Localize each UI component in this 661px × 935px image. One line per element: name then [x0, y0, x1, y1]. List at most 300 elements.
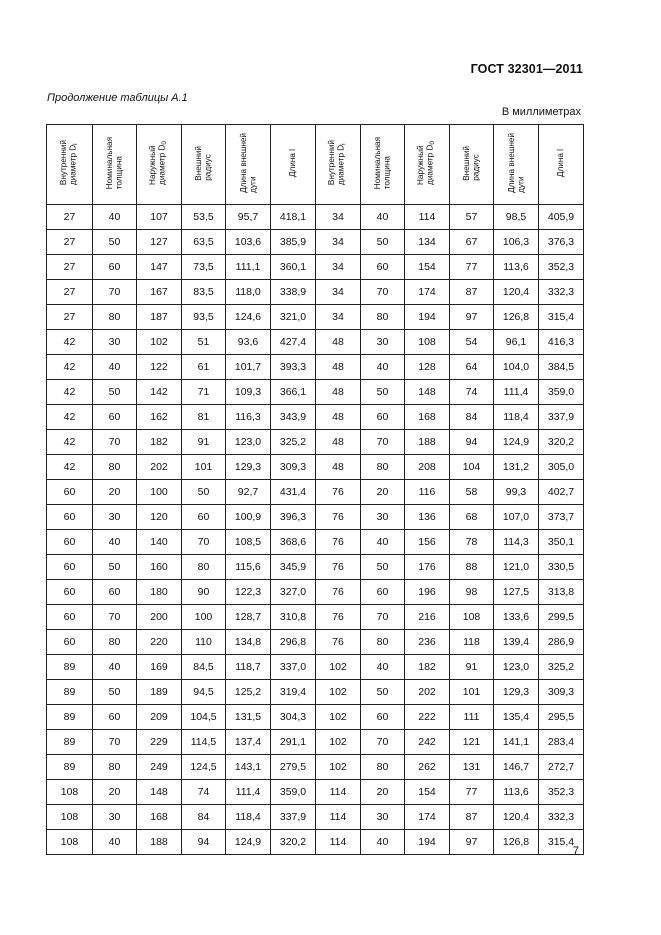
table-cell: 40 [93, 205, 137, 230]
table-cell: 139,4 [494, 630, 539, 655]
table-cell: 189 [137, 680, 182, 705]
column-header-label: Номинальная толщина [105, 136, 124, 190]
table-cell: 61 [182, 355, 226, 380]
table-cell: 114 [405, 205, 450, 230]
table-row [47, 230, 584, 255]
column-header-label: Номинальная толщина [373, 136, 392, 190]
table-cell: 27 [47, 280, 93, 305]
table-cell: 50 [361, 555, 405, 580]
table-cell: 337,9 [539, 405, 584, 430]
table-cell: 249 [137, 755, 182, 780]
table-cell: 321,0 [271, 305, 316, 330]
table-cell: 345,9 [271, 555, 316, 580]
table-cell: 352,3 [539, 255, 584, 280]
table-cell: 120,4 [494, 805, 539, 830]
table-cell: 50 [93, 555, 137, 580]
table-cell: 42 [47, 355, 93, 380]
table-cell: 134 [405, 230, 450, 255]
table-cell: 87 [450, 280, 494, 305]
table-cell: 76 [316, 480, 361, 505]
table-cell: 50 [93, 380, 137, 405]
column-header [182, 125, 226, 205]
table-cell: 148 [405, 380, 450, 405]
table-cell: 60 [47, 505, 93, 530]
table-cell: 48 [316, 430, 361, 455]
table-cell: 77 [450, 255, 494, 280]
table-cell: 101,7 [226, 355, 271, 380]
table-cell: 134,8 [226, 630, 271, 655]
table-cell: 27 [47, 305, 93, 330]
table-cell: 147 [137, 255, 182, 280]
table-cell: 70 [361, 605, 405, 630]
table-cell: 319,4 [271, 680, 316, 705]
table-cell: 97 [450, 830, 494, 855]
table-cell: 80 [182, 555, 226, 580]
table-cell: 42 [47, 330, 93, 355]
table-cell: 104 [450, 455, 494, 480]
table-cell: 42 [47, 405, 93, 430]
table-cell: 315,4 [539, 830, 584, 855]
column-header [93, 125, 137, 205]
table-cell: 68 [450, 505, 494, 530]
table-cell: 148 [137, 780, 182, 805]
table-cell: 60 [47, 480, 93, 505]
table-cell: 100 [182, 605, 226, 630]
table-cell: 154 [405, 780, 450, 805]
table-cell: 81 [182, 405, 226, 430]
table-cell: 80 [361, 755, 405, 780]
table-cell: 102 [316, 680, 361, 705]
table-cell: 114 [316, 805, 361, 830]
table-cell: 143,1 [226, 755, 271, 780]
table-continuation-label: Продолжение таблицы А.1 [47, 92, 188, 104]
table-row [47, 755, 584, 780]
table-cell: 283,4 [539, 730, 584, 755]
table-cell: 70 [93, 280, 137, 305]
table-cell: 120,4 [494, 280, 539, 305]
table-cell: 108 [405, 330, 450, 355]
table-cell: 40 [93, 355, 137, 380]
table-cell: 315,4 [539, 305, 584, 330]
table-cell: 70 [361, 280, 405, 305]
table-cell: 80 [93, 305, 137, 330]
table-cell: 330,5 [539, 555, 584, 580]
table-cell: 196 [405, 580, 450, 605]
table-cell: 106,3 [494, 230, 539, 255]
table-cell: 327,0 [271, 580, 316, 605]
table-cell: 126,8 [494, 305, 539, 330]
table-cell: 34 [316, 205, 361, 230]
table-cell: 146,7 [494, 755, 539, 780]
table-cell: 80 [93, 455, 137, 480]
table-cell: 60 [182, 505, 226, 530]
table-row [47, 280, 584, 305]
table-cell: 295,5 [539, 705, 584, 730]
table-cell: 80 [93, 630, 137, 655]
table-cell: 416,3 [539, 330, 584, 355]
column-header-label: Длина внешней дуги [238, 133, 257, 193]
table-cell: 84 [450, 405, 494, 430]
table-cell: 236 [405, 630, 450, 655]
table-cell: 78 [450, 530, 494, 555]
table-cell: 113,6 [494, 255, 539, 280]
units-label: В миллиметрах [501, 106, 581, 118]
table-cell: 393,3 [271, 355, 316, 380]
table-cell: 296,8 [271, 630, 316, 655]
table-cell: 70 [361, 430, 405, 455]
table-cell: 104,5 [182, 705, 226, 730]
table-cell: 27 [47, 255, 93, 280]
table-cell: 304,3 [271, 705, 316, 730]
table-cell: 310,8 [271, 605, 316, 630]
table-cell: 98 [450, 580, 494, 605]
table-cell: 42 [47, 455, 93, 480]
table-cell: 50 [361, 230, 405, 255]
column-header-label: Длина l [288, 148, 298, 178]
table-cell: 94 [450, 430, 494, 455]
table-row [47, 730, 584, 755]
column-header [361, 125, 405, 205]
table-cell: 338,9 [271, 280, 316, 305]
table-cell: 137,4 [226, 730, 271, 755]
table-cell: 325,2 [539, 655, 584, 680]
table-cell: 332,3 [539, 280, 584, 305]
table-cell: 30 [93, 505, 137, 530]
table-cell: 76 [316, 630, 361, 655]
table-cell: 343,9 [271, 405, 316, 430]
table-cell: 194 [405, 830, 450, 855]
table-cell: 352,3 [539, 780, 584, 805]
table-cell: 60 [47, 605, 93, 630]
table-cell: 34 [316, 255, 361, 280]
table-cell: 216 [405, 605, 450, 630]
table-cell: 124,6 [226, 305, 271, 330]
table-row [47, 480, 584, 505]
table-cell: 94,5 [182, 680, 226, 705]
table-cell: 126,8 [494, 830, 539, 855]
table-cell: 102 [316, 730, 361, 755]
column-header-label: Внешний радиус [194, 145, 213, 181]
table-cell: 60 [93, 255, 137, 280]
table-cell: 128,7 [226, 605, 271, 630]
table-cell: 111 [450, 705, 494, 730]
table-cell: 360,1 [271, 255, 316, 280]
table-cell: 83,5 [182, 280, 226, 305]
table-row [47, 530, 584, 555]
table-cell: 123,0 [494, 655, 539, 680]
table-cell: 128 [405, 355, 450, 380]
table-cell: 20 [361, 480, 405, 505]
table-cell: 70 [93, 430, 137, 455]
table-cell: 40 [93, 655, 137, 680]
table-cell: 385,9 [271, 230, 316, 255]
column-header-label: Внутренний диаметр $D_i$ [327, 140, 348, 186]
table-cell: 53,5 [182, 205, 226, 230]
table-cell: 94 [182, 830, 226, 855]
table-cell: 84 [182, 805, 226, 830]
table-cell: 131,5 [226, 705, 271, 730]
table-cell: 40 [361, 355, 405, 380]
table-cell: 76 [316, 555, 361, 580]
table-row [47, 605, 584, 630]
table-cell: 121,0 [494, 555, 539, 580]
table-cell: 368,6 [271, 530, 316, 555]
table-cell: 182 [405, 655, 450, 680]
table-cell: 325,2 [271, 430, 316, 455]
table-cell: 103,6 [226, 230, 271, 255]
table-cell: 116 [405, 480, 450, 505]
table-cell: 182 [137, 430, 182, 455]
table-cell: 114,3 [494, 530, 539, 555]
table-cell: 98,5 [494, 205, 539, 230]
table-cell: 77 [450, 780, 494, 805]
table-cell: 116,3 [226, 405, 271, 430]
table-cell: 89 [47, 755, 93, 780]
table-cell: 60 [93, 705, 137, 730]
table-cell: 108,5 [226, 530, 271, 555]
table-cell: 76 [316, 530, 361, 555]
table-cell: 127 [137, 230, 182, 255]
table-header-row [47, 125, 584, 205]
table-cell: 176 [405, 555, 450, 580]
table-cell: 160 [137, 555, 182, 580]
table-cell: 167 [137, 280, 182, 305]
table-cell: 129,3 [226, 455, 271, 480]
table-cell: 48 [316, 380, 361, 405]
table-cell: 174 [405, 280, 450, 305]
table-cell: 60 [47, 580, 93, 605]
table-cell: 156 [405, 530, 450, 555]
table-row [47, 580, 584, 605]
table-row [47, 655, 584, 680]
table-cell: 60 [93, 405, 137, 430]
table-row [47, 255, 584, 280]
table-cell: 48 [316, 455, 361, 480]
table-cell: 74 [450, 380, 494, 405]
table-row [47, 405, 584, 430]
table-cell: 366,1 [271, 380, 316, 405]
table-cell: 299,5 [539, 605, 584, 630]
table-cell: 111,4 [494, 380, 539, 405]
table-row [47, 455, 584, 480]
table-row [47, 505, 584, 530]
column-header [405, 125, 450, 205]
column-header [47, 125, 93, 205]
table-cell: 118,4 [226, 805, 271, 830]
table-cell: 320,2 [539, 430, 584, 455]
table-cell: 48 [316, 405, 361, 430]
table-cell: 80 [361, 630, 405, 655]
table-cell: 20 [93, 480, 137, 505]
table-cell: 89 [47, 655, 93, 680]
column-header-subscript: i [340, 143, 348, 146]
table-cell: 168 [137, 805, 182, 830]
table-cell: 87 [450, 805, 494, 830]
table-cell: 50 [361, 680, 405, 705]
table-cell: 107,0 [494, 505, 539, 530]
table-cell: 118,7 [226, 655, 271, 680]
table-cell: 229 [137, 730, 182, 755]
table-cell: 93,6 [226, 330, 271, 355]
table-cell: 162 [137, 405, 182, 430]
table-cell: 169 [137, 655, 182, 680]
table-cell: 359,0 [539, 380, 584, 405]
table-cell: 84,5 [182, 655, 226, 680]
table-cell: 222 [405, 705, 450, 730]
table-cell: 376,3 [539, 230, 584, 255]
table-cell: 118,4 [494, 405, 539, 430]
table-cell: 220 [137, 630, 182, 655]
table-cell: 73,5 [182, 255, 226, 280]
column-header [137, 125, 182, 205]
table-cell: 99,3 [494, 480, 539, 505]
table-cell: 100,9 [226, 505, 271, 530]
table-cell: 96,1 [494, 330, 539, 355]
table-cell: 118 [450, 630, 494, 655]
table-cell: 104,0 [494, 355, 539, 380]
table-cell: 60 [47, 530, 93, 555]
table-cell: 309,3 [271, 455, 316, 480]
table-cell: 108 [47, 780, 93, 805]
table-cell: 27 [47, 205, 93, 230]
table-cell: 114,5 [182, 730, 226, 755]
table-cell: 102 [316, 705, 361, 730]
table-row [47, 805, 584, 830]
table-cell: 174 [405, 805, 450, 830]
table-cell: 102 [316, 655, 361, 680]
table-cell: 42 [47, 380, 93, 405]
table-cell: 124,5 [182, 755, 226, 780]
table-cell: 63,5 [182, 230, 226, 255]
table-cell: 127,5 [494, 580, 539, 605]
table-cell: 102 [316, 755, 361, 780]
table-cell: 384,5 [539, 355, 584, 380]
column-header-subscript: i [71, 143, 79, 146]
table-cell: 34 [316, 230, 361, 255]
table-cell: 405,9 [539, 205, 584, 230]
table-cell: 50 [182, 480, 226, 505]
table-cell: 108 [450, 605, 494, 630]
column-header-subscript: 0 [429, 141, 437, 145]
table-cell: 154 [405, 255, 450, 280]
table-cell: 129,3 [494, 680, 539, 705]
table-cell: 50 [361, 380, 405, 405]
table-cell: 60 [361, 255, 405, 280]
table-cell: 418,1 [271, 205, 316, 230]
table-cell: 91 [450, 655, 494, 680]
table-cell: 272,7 [539, 755, 584, 780]
table-cell: 42 [47, 430, 93, 455]
table-cell: 60 [93, 580, 137, 605]
table-cell: 20 [361, 780, 405, 805]
table-cell: 70 [361, 730, 405, 755]
table-cell: 208 [405, 455, 450, 480]
table-cell: 70 [93, 730, 137, 755]
table-cell: 396,3 [271, 505, 316, 530]
table-cell: 279,5 [271, 755, 316, 780]
table-cell: 131 [450, 755, 494, 780]
table-cell: 92,7 [226, 480, 271, 505]
column-header [226, 125, 271, 205]
table-cell: 51 [182, 330, 226, 355]
table-row [47, 380, 584, 405]
table-cell: 262 [405, 755, 450, 780]
table-cell: 111,1 [226, 255, 271, 280]
table-cell: 118,0 [226, 280, 271, 305]
table-cell: 111,4 [226, 780, 271, 805]
table-cell: 30 [93, 330, 137, 355]
page-number: 7 [572, 845, 579, 857]
table-cell: 194 [405, 305, 450, 330]
table-cell: 309,3 [539, 680, 584, 705]
table-cell: 114 [316, 780, 361, 805]
table-cell: 337,0 [271, 655, 316, 680]
table-cell: 188 [137, 830, 182, 855]
table-cell: 141,1 [494, 730, 539, 755]
table-cell: 124,9 [226, 830, 271, 855]
table-cell: 180 [137, 580, 182, 605]
table-cell: 34 [316, 280, 361, 305]
table-cell: 88 [450, 555, 494, 580]
table-cell: 102 [137, 330, 182, 355]
table-cell: 97 [450, 305, 494, 330]
table-cell: 30 [361, 330, 405, 355]
table-cell: 202 [137, 455, 182, 480]
table-cell: 100 [137, 480, 182, 505]
table-cell: 89 [47, 730, 93, 755]
table-cell: 121 [450, 730, 494, 755]
table-cell: 108 [47, 805, 93, 830]
table-cell: 48 [316, 330, 361, 355]
table-cell: 123,0 [226, 430, 271, 455]
table-cell: 30 [361, 805, 405, 830]
table-cell: 188 [405, 430, 450, 455]
table-row [47, 430, 584, 455]
table-row [47, 830, 584, 855]
table-cell: 113,6 [494, 780, 539, 805]
table-cell: 313,8 [539, 580, 584, 605]
table-cell: 60 [361, 580, 405, 605]
table-cell: 200 [137, 605, 182, 630]
table-cell: 67 [450, 230, 494, 255]
table-cell: 50 [93, 230, 137, 255]
table-cell: 70 [182, 530, 226, 555]
table-cell: 64 [450, 355, 494, 380]
table-cell: 60 [47, 630, 93, 655]
table-cell: 30 [361, 505, 405, 530]
table-cell: 114 [316, 830, 361, 855]
table-cell: 373,7 [539, 505, 584, 530]
table-cell: 54 [450, 330, 494, 355]
table-cell: 71 [182, 380, 226, 405]
table-cell: 76 [316, 505, 361, 530]
table-cell: 140 [137, 530, 182, 555]
table-cell: 108 [47, 830, 93, 855]
table-cell: 60 [47, 555, 93, 580]
table-cell: 120 [137, 505, 182, 530]
table-cell: 168 [405, 405, 450, 430]
table-row [47, 205, 584, 230]
table-cell: 101 [450, 680, 494, 705]
table-cell: 60 [361, 405, 405, 430]
table-cell: 133,6 [494, 605, 539, 630]
table-cell: 95,7 [226, 205, 271, 230]
table-row [47, 555, 584, 580]
table-row [47, 355, 584, 380]
column-header-label: Внешний радиус [462, 145, 481, 181]
table-cell: 402,7 [539, 480, 584, 505]
table-cell: 107 [137, 205, 182, 230]
